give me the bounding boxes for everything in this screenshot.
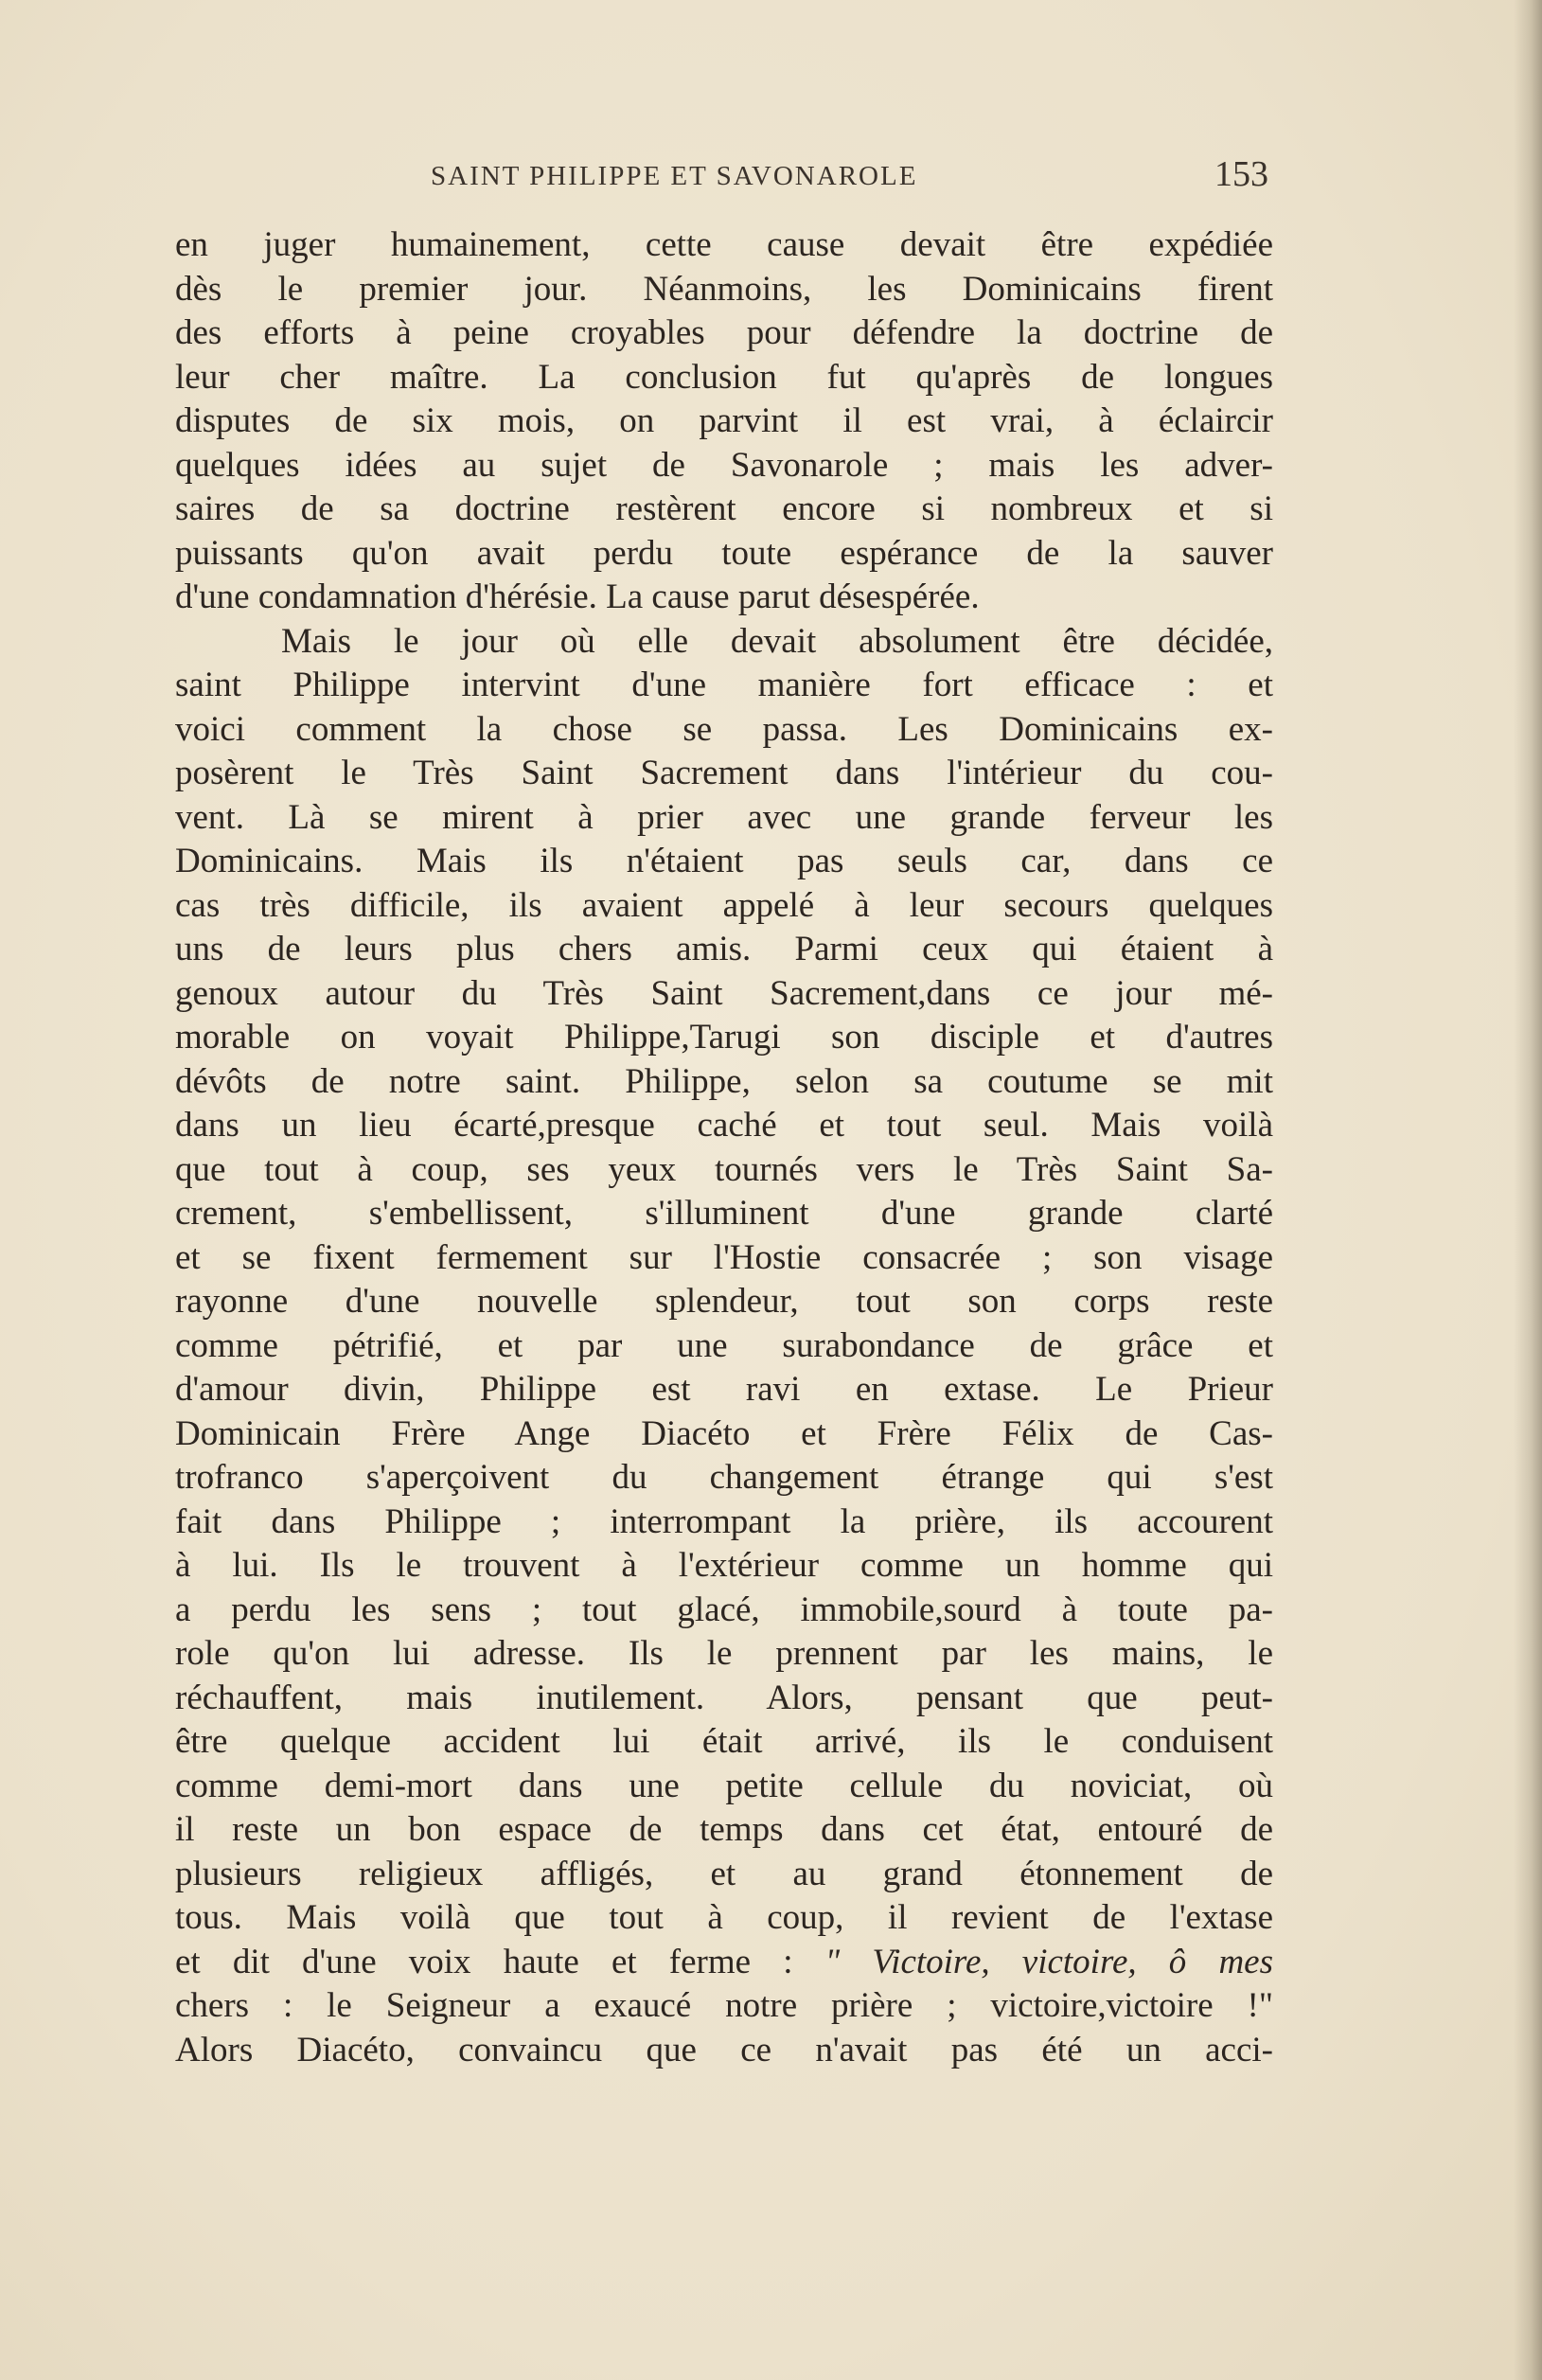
text-line: Dominicains. Mais ils n'étaient pas seuls car, dans ce [175,842,1273,880]
text-line: des efforts à peine croyables pour défendre la doctrine de [175,313,1273,352]
page-number: 153 [1214,154,1268,194]
running-head [170,153,1268,201]
text-line: Dominicain Frère Ange Diacéto et Frère Félix de Cas- [175,1413,1273,1453]
text-line: que tout à coup, ses yeux tournés vers le Très Saint Sa- [175,1149,1273,1189]
text-line: voici comment la chose se passa. Les Dominicains ex- [175,709,1273,749]
text-line: rayonne d'une nouvelle splendeur, tout son corps reste [175,1282,1273,1321]
text-line: réchauffent, mais inutilement. Alors, pensant que peut- [175,1678,1273,1717]
text-line: cas très difficile, ils avaient appelé à leur secours quelques [175,885,1273,925]
text-line: et se fixent fermement sur l'Hostie consacrée ; son visage [175,1237,1273,1277]
text-line: comme demi-mort dans une petite cellule du noviciat, où [175,1766,1273,1805]
text-line: uns de leurs plus chers amis. Parmi ceux qui étaient à [175,930,1273,968]
text-line-start: et dit d'une voix haute et ferme : [175,1942,825,1981]
text-line: quelques idées au sujet de Savonarole ; mais les adver- [175,445,1273,485]
italic-quote: " Victoire, victoire, ô mes [824,1942,1273,1981]
text-line: d'amour divin, Philippe est ravi en extase. Le Prieur [175,1370,1273,1409]
italic-text-line: chers : le Seigneur a exaucé notre prière ; victoire,victoire !" [175,1986,1273,2025]
text-line: en juger humainement, cette cause devait être expédiée [175,225,1273,264]
text-line: role qu'on lui adresse. Ils le prennent par les mains, le [175,1634,1273,1673]
text-line-with-quote [175,1941,1273,1985]
text-line: plusieurs religieux affligés, et au grand étonnement de [175,1854,1273,1893]
text-line: Mais le jour où elle devait absolument être décidée, [281,621,1273,661]
text-line: leur cher maître. La conclusion fut qu'après de longues [175,357,1273,397]
text-line: a perdu les sens ; tout glacé, immobile,sourd à toute pa- [175,1590,1273,1629]
text-line: morable on voyait Philippe,Tarugi son disciple et d'autres [175,1018,1273,1057]
text-line: genoux autour du Très Saint Sacrement,dans ce jour mé- [175,973,1273,1013]
text-line: trofranco s'aperçoivent du changement étrange qui s'est [175,1458,1273,1497]
text-line: il reste un bon espace de temps dans cet état, entouré de [175,1810,1273,1849]
text-line: posèrent le Très Saint Sacrement dans l'intérieur du cou- [175,754,1273,792]
text-line: tous. Mais voilà que tout à coup, il revient de l'extase [175,1898,1273,1937]
text-line: disputes de six mois, on parvint il est vrai, à éclaircir [175,401,1273,440]
text-line: saint Philippe intervint d'une manière fort efficace : et [175,666,1273,704]
text-line: dévôts de notre saint. Philippe, selon sa coutume se mit [175,1061,1273,1101]
text-line: fait dans Philippe ; interrompant la prière, ils accourent [175,1501,1273,1541]
running-title: SAINT PHILIPPE ET SAVONAROLE [431,161,918,191]
text-line: puissants qu'on avait perdu toute espérance de la sauver [175,533,1273,573]
text-line: vent. Là se mirent à prier avec une grande ferveur les [175,797,1273,837]
text-line: d'une condamnation d'hérésie. La cause parut désespérée. [175,577,980,616]
text-line: dans un lieu écarté,presque caché et tout seul. Mais voilà [175,1106,1273,1145]
text-line: être quelque accident lui était arrivé, ils le conduisent [175,1722,1273,1761]
page-edge-shadow [1514,0,1542,2380]
body-text [175,223,1273,2072]
text-line: saires de sa doctrine restèrent encore si nombreux et si [175,489,1273,528]
text-line: dès le premier jour. Néanmoins, les Dominicains firent [175,269,1273,309]
text-line: crement, s'embellissent, s'illuminent d'une grande clarté [175,1194,1273,1233]
text-line: à lui. Ils le trouvent à l'extérieur comme un homme qui [175,1546,1273,1585]
text-line: comme pétrifié, et par une surabondance de grâce et [175,1325,1273,1365]
text-line: Alors Diacéto, convaincu que ce n'avait pas été un acci- [175,2030,1273,2069]
